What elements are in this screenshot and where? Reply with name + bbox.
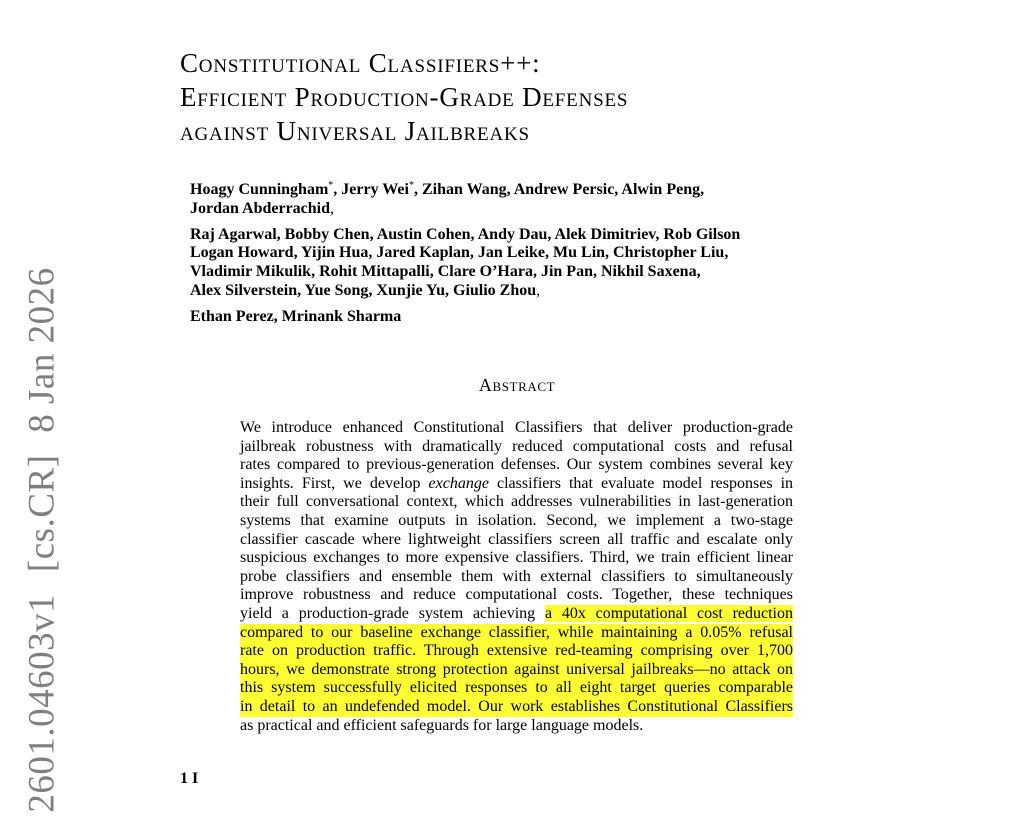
italic-exchange: exchange: [428, 474, 489, 492]
author-line: Jordan Abderrachid,: [190, 199, 335, 217]
abstract-line: probe classifiers and ensemble them with external classifiers to simultaneously: [240, 567, 793, 585]
author-line: Hoagy Cunningham*, Jerry Wei*, Zihan Wang, Andrew Persic, Alwin Peng,: [190, 180, 705, 198]
abstract-line: We introduce enhanced Constitutional Classifiers that deliver production-grade: [240, 419, 793, 436]
paper-title: [180, 46, 628, 148]
arxiv-date: 8 Jan 2026: [21, 267, 63, 433]
author-line: Logan Howard, Yijin Hua, Jared Kaplan, Jan Leike, Mu Lin, Christopher Liu,: [190, 244, 729, 262]
abstract-line: yield a production-grade system achieving a 40x computational cost reduction: [240, 604, 794, 622]
abstract-line: their full conversational context, which addresses vulnerabilities in last-generation: [240, 493, 793, 511]
author-group-3: [190, 308, 790, 327]
equal-contribution-mark: *: [408, 180, 414, 191]
arxiv-category: [cs.CR]: [21, 454, 63, 573]
author-list: [190, 177, 790, 334]
author-line: Raj Agarwal, Bobby Chen, Austin Cohen, Andy Dau, Alek Dimitriev, Rob Gilson: [190, 225, 741, 243]
equal-contribution-mark: *: [328, 180, 334, 191]
arxiv-stamp: [21, 261, 64, 818]
author-group-1: [190, 177, 790, 219]
author-group-2: [190, 226, 790, 301]
title-line-2: Efficient Production-Grade Defenses: [180, 82, 629, 112]
abstract-line: rates compared to previous-generation defenses. Our system combines several key: [240, 456, 793, 474]
author-line: Alex Silverstein, Yue Song, Xunjie Yu, Giulio Zhou,: [190, 281, 541, 299]
title-line-1: Constitutional Classifiers++:: [180, 48, 541, 78]
next-section-heading: 1 I: [180, 770, 199, 787]
abstract-line: systems that examine outputs in isolation. Second, we implement a two-stage: [240, 511, 793, 529]
abstract-line: classifier cascade where lightweight classifiers screen all traffic and escalate only: [240, 530, 793, 548]
abstract-line: jailbreak robustness with dramatically reduced computational costs and refusal: [240, 437, 793, 455]
abstract-line-highlighted: in detail to an undefended model. Our work establishes Constitutional Classifiers: [240, 697, 793, 715]
abstract-line: improve robustness and reduce computational costs. Together, these techniques: [240, 586, 793, 604]
author-line: Ethan Perez, Mrinank Sharma: [190, 307, 402, 325]
title-line-3: against Universal Jailbreaks: [180, 116, 530, 146]
abstract-line: as practical and efficient safeguards for large language models.: [240, 716, 644, 734]
abstract-line: suspicious exchanges to more expensive classifiers. Third, we train efficient linear: [240, 549, 793, 567]
arxiv-id: 2601.04603v1: [21, 593, 63, 813]
highlighted-text: a 40x computational cost reduction: [544, 604, 794, 622]
abstract-line-highlighted: compared to our baseline exchange classifier, while maintaining a 0.05% refusal: [240, 623, 793, 641]
abstract-line-highlighted: hours, we demonstrate strong protection against universal jailbreaks—no attack on: [240, 660, 793, 678]
abstract-heading: Abstract: [478, 375, 556, 395]
abstract-line-highlighted: rate on production traffic. Through extensive red-teaming comprising over 1,700: [240, 642, 793, 660]
abstract-body: [240, 419, 793, 735]
author-line: Vladimir Mikulik, Rohit Mittapalli, Clare O’Hara, Jin Pan, Nikhil Saxena,: [190, 263, 701, 281]
abstract-line: insights. First, we develop exchange classifiers that evaluate model responses in: [240, 474, 794, 492]
abstract-line-highlighted: this system successfully elicited responses to all eight target queries comparable: [240, 679, 793, 697]
